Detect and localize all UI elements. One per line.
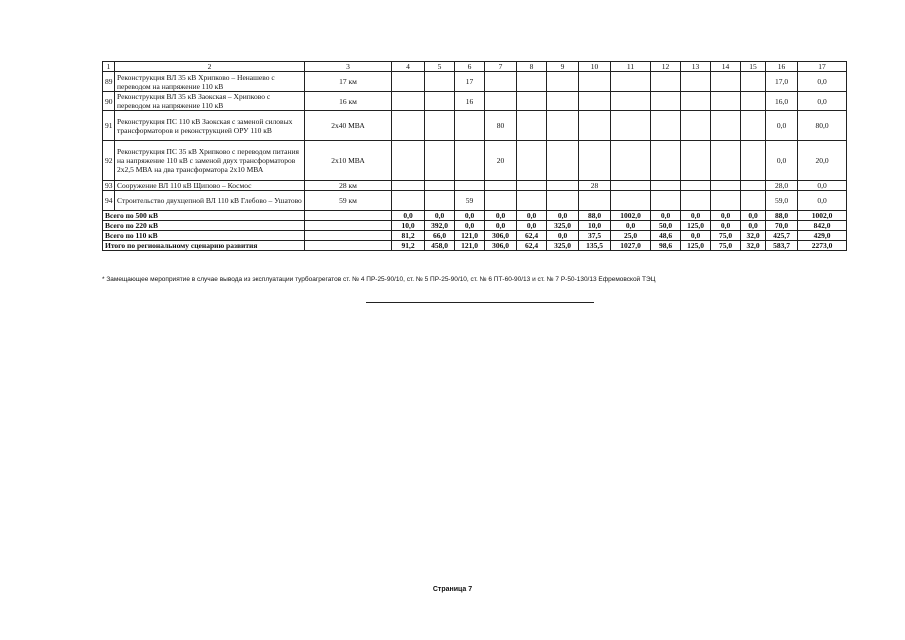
value-cell: [711, 111, 741, 141]
value-cell: [517, 92, 547, 111]
total-value: 75,0: [711, 231, 741, 241]
column-header: 1: [103, 62, 115, 72]
value-cell: [547, 92, 579, 111]
total-value: 62,4: [517, 241, 547, 251]
value-cell: 80,0: [798, 111, 847, 141]
value-cell: 0,0: [798, 92, 847, 111]
value-cell: 59,0: [766, 191, 798, 211]
value-cell: [651, 72, 681, 92]
row-number: 91: [103, 111, 115, 141]
total-value: 121,0: [455, 241, 485, 251]
value-cell: [547, 72, 579, 92]
value-cell: [579, 72, 611, 92]
value-cell: [681, 111, 711, 141]
total-value: 458,0: [425, 241, 455, 251]
total-value: 325,0: [547, 221, 579, 231]
total-value: 0,0: [711, 221, 741, 231]
value-cell: [611, 92, 651, 111]
total-value: 0,0: [455, 221, 485, 231]
table-body: [103, 62, 847, 251]
total-value: 75,0: [711, 241, 741, 251]
project-name: Реконструкция ПС 110 кВ Заокская с заменой силовых трансформаторов и реконструкцией ОРУ 110 кВ: [115, 111, 305, 141]
value-cell: [425, 191, 455, 211]
total-value: 1002,0: [798, 211, 847, 221]
total-capacity-blank: [305, 221, 392, 231]
column-header: 16: [766, 62, 798, 72]
value-cell: [485, 181, 517, 191]
value-cell: [651, 111, 681, 141]
total-value: 10,0: [579, 221, 611, 231]
column-header: 4: [392, 62, 425, 72]
value-cell: [651, 92, 681, 111]
column-header: 10: [579, 62, 611, 72]
project-capacity: 59 км: [305, 191, 392, 211]
value-cell: [681, 181, 711, 191]
value-cell: [392, 181, 425, 191]
value-cell: [392, 191, 425, 211]
project-capacity: 16 км: [305, 92, 392, 111]
total-value: 306,0: [485, 241, 517, 251]
table-row: [103, 111, 847, 141]
value-cell: [681, 72, 711, 92]
total-value: 66,0: [425, 231, 455, 241]
total-value: 0,0: [651, 211, 681, 221]
value-cell: [711, 141, 741, 181]
total-value: 0,0: [425, 211, 455, 221]
value-cell: [651, 141, 681, 181]
value-cell: [392, 141, 425, 181]
column-header: 14: [711, 62, 741, 72]
total-value: 0,0: [741, 211, 766, 221]
value-cell: [611, 111, 651, 141]
project-capacity: 28 км: [305, 181, 392, 191]
value-cell: 0,0: [766, 141, 798, 181]
total-value: 0,0: [392, 211, 425, 221]
value-cell: [651, 181, 681, 191]
total-value: 0,0: [547, 211, 579, 221]
value-cell: [485, 92, 517, 111]
value-cell: [547, 181, 579, 191]
value-cell: [392, 72, 425, 92]
value-cell: [741, 181, 766, 191]
total-value: 121,0: [455, 231, 485, 241]
table-row: [103, 181, 847, 191]
value-cell: [455, 111, 485, 141]
value-cell: [681, 141, 711, 181]
value-cell: [681, 191, 711, 211]
project-name: Сооружение ВЛ 110 кВ Щипово – Космос: [115, 181, 305, 191]
total-value: 0,0: [711, 211, 741, 221]
total-value: 125,0: [681, 241, 711, 251]
total-value: 32,0: [741, 241, 766, 251]
total-value: 10,0: [392, 221, 425, 231]
value-cell: [425, 141, 455, 181]
total-value: 0,0: [681, 231, 711, 241]
total-capacity-blank: [305, 211, 392, 221]
value-cell: 59: [455, 191, 485, 211]
total-label: Всего по 220 кВ: [103, 221, 305, 231]
total-row: [103, 241, 847, 251]
column-header: 17: [798, 62, 847, 72]
total-value: 1002,0: [611, 211, 651, 221]
project-capacity: 17 км: [305, 72, 392, 92]
total-value: 25,0: [611, 231, 651, 241]
total-value: 0,0: [547, 231, 579, 241]
value-cell: [392, 92, 425, 111]
value-cell: 0,0: [798, 191, 847, 211]
total-value: 425,7: [766, 231, 798, 241]
total-value: 0,0: [741, 221, 766, 231]
value-cell: 28: [579, 181, 611, 191]
column-header: 6: [455, 62, 485, 72]
investment-table: [102, 61, 847, 251]
total-value: 0,0: [485, 221, 517, 231]
value-cell: [741, 92, 766, 111]
total-value: 37,5: [579, 231, 611, 241]
value-cell: [611, 72, 651, 92]
value-cell: 17: [455, 72, 485, 92]
value-cell: [517, 191, 547, 211]
value-cell: [711, 92, 741, 111]
value-cell: 16: [455, 92, 485, 111]
value-cell: [455, 181, 485, 191]
column-header: 12: [651, 62, 681, 72]
value-cell: [579, 92, 611, 111]
value-cell: 0,0: [798, 72, 847, 92]
value-cell: [425, 111, 455, 141]
total-label: Всего по 500 кВ: [103, 211, 305, 221]
project-capacity: 2х10 МВА: [305, 141, 392, 181]
row-number: 92: [103, 141, 115, 181]
total-value: 0,0: [611, 221, 651, 231]
value-cell: [517, 72, 547, 92]
row-number: 94: [103, 191, 115, 211]
total-label: Итого по региональному сценарию развития: [103, 241, 305, 251]
value-cell: [579, 191, 611, 211]
total-value: 0,0: [455, 211, 485, 221]
project-capacity: 2х40 МВА: [305, 111, 392, 141]
value-cell: [517, 181, 547, 191]
value-cell: [579, 141, 611, 181]
value-cell: [611, 181, 651, 191]
total-value: 62,4: [517, 231, 547, 241]
table-row: [103, 191, 847, 211]
total-capacity-blank: [305, 231, 392, 241]
value-cell: [741, 141, 766, 181]
total-value: 48,6: [651, 231, 681, 241]
column-header: 13: [681, 62, 711, 72]
total-value: 306,0: [485, 231, 517, 241]
total-value: 0,0: [517, 221, 547, 231]
total-row: [103, 211, 847, 221]
total-value: 125,0: [681, 221, 711, 231]
column-header: 9: [547, 62, 579, 72]
column-header: 15: [741, 62, 766, 72]
column-header: 5: [425, 62, 455, 72]
value-cell: [547, 111, 579, 141]
total-value: 135,5: [579, 241, 611, 251]
value-cell: [485, 72, 517, 92]
value-cell: 17,0: [766, 72, 798, 92]
row-number: 93: [103, 181, 115, 191]
value-cell: [425, 72, 455, 92]
value-cell: [741, 72, 766, 92]
column-header: 8: [517, 62, 547, 72]
total-value: 81,2: [392, 231, 425, 241]
value-cell: [517, 111, 547, 141]
value-cell: [681, 92, 711, 111]
total-value: 2273,0: [798, 241, 847, 251]
column-header: 3: [305, 62, 392, 72]
total-capacity-blank: [305, 241, 392, 251]
total-row: [103, 231, 847, 241]
column-header: 2: [115, 62, 305, 72]
value-cell: 28,0: [766, 181, 798, 191]
value-cell: [455, 141, 485, 181]
total-value: 392,0: [425, 221, 455, 231]
total-value: 32,0: [741, 231, 766, 241]
total-value: 50,0: [651, 221, 681, 231]
total-value: 0,0: [681, 211, 711, 221]
project-name: Строительство двухцепной ВЛ 110 кВ Глебово – Ушатово: [115, 191, 305, 211]
total-value: 98,6: [651, 241, 681, 251]
total-value: 88,0: [766, 211, 798, 221]
total-label: Всего по 110 кВ: [103, 231, 305, 241]
value-cell: 0,0: [798, 181, 847, 191]
row-number: 89: [103, 72, 115, 92]
table-row: [103, 72, 847, 92]
value-cell: [741, 111, 766, 141]
total-value: 91,2: [392, 241, 425, 251]
value-cell: 0,0: [766, 111, 798, 141]
value-cell: [392, 111, 425, 141]
total-value: 325,0: [547, 241, 579, 251]
value-cell: 20: [485, 141, 517, 181]
value-cell: [425, 92, 455, 111]
value-cell: 80: [485, 111, 517, 141]
total-value: 70,0: [766, 221, 798, 231]
value-cell: 20,0: [798, 141, 847, 181]
table-row: [103, 141, 847, 181]
total-value: 88,0: [579, 211, 611, 221]
column-header: 11: [611, 62, 651, 72]
total-value: 0,0: [485, 211, 517, 221]
header-row: [103, 62, 847, 72]
total-value: 0,0: [517, 211, 547, 221]
table-row: [103, 92, 847, 111]
value-cell: 16,0: [766, 92, 798, 111]
value-cell: [425, 181, 455, 191]
total-value: 842,0: [798, 221, 847, 231]
total-value: 583,7: [766, 241, 798, 251]
value-cell: [611, 191, 651, 211]
value-cell: [711, 191, 741, 211]
row-number: 90: [103, 92, 115, 111]
value-cell: [547, 191, 579, 211]
project-name: Реконструкция ПС 35 кВ Хрипково с переводом питания на напряжение 110 кВ с заменой двух трансформаторов 2х2,5 МВА на два трансформатора 2х10 МВА: [115, 141, 305, 181]
value-cell: [485, 191, 517, 211]
total-row: [103, 221, 847, 231]
total-value: 1027,0: [611, 241, 651, 251]
total-value: 429,0: [798, 231, 847, 241]
value-cell: [517, 141, 547, 181]
value-cell: [711, 72, 741, 92]
project-name: Реконструкция ВЛ 35 кВ Заокская – Хрипково с переводом на напряжение 110 кВ: [115, 92, 305, 111]
separator-line: [366, 302, 594, 303]
column-header: 7: [485, 62, 517, 72]
value-cell: [741, 191, 766, 211]
project-name: Реконструкция ВЛ 35 кВ Хрипково – Ненашево с переводом на напряжение 110 кВ: [115, 72, 305, 92]
value-cell: [651, 191, 681, 211]
footnote: * Замещающее мероприятие в случае вывода из эксплуатации турбоагрегатов ст. № 4 ПР-25-90/10, ст. № 5 ПР-25-90/10, ст. № 6 ПТ-60-90/13 и ст. № 7 Р-50-130/13 Ефремовской ТЭЦ: [102, 276, 656, 283]
value-cell: [611, 141, 651, 181]
page-number: Страница 7: [432, 586, 473, 593]
value-cell: [711, 181, 741, 191]
value-cell: [579, 111, 611, 141]
value-cell: [547, 141, 579, 181]
